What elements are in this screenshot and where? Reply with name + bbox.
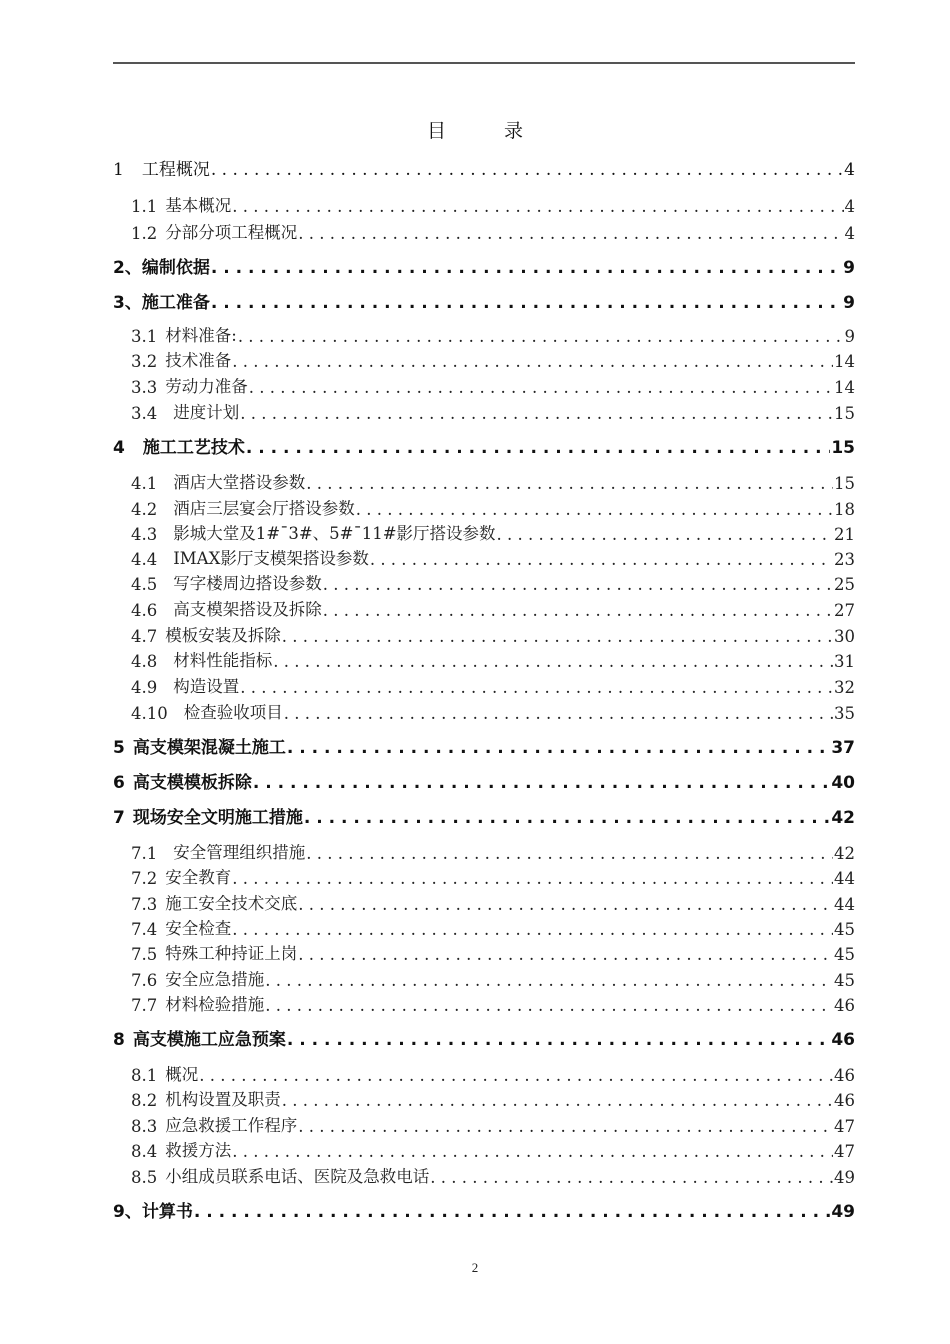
toc-entry-page: 44	[834, 869, 855, 888]
toc-entry-number: 3、	[113, 293, 142, 313]
toc-entry-page: 9	[843, 258, 855, 278]
toc-entry-4-5[interactable]	[113, 570, 855, 594]
dot-leader	[232, 869, 833, 888]
toc-entry-page: 9	[843, 293, 855, 313]
toc-entry-label: 救援方法	[165, 1141, 232, 1160]
toc-entry-7-4[interactable]	[113, 915, 855, 939]
dot-leader	[194, 1202, 830, 1222]
toc-entry-number: 8.2	[131, 1091, 158, 1110]
toc-entry-4-6[interactable]	[113, 596, 855, 620]
toc-entry-1-1[interactable]	[113, 192, 855, 216]
toc-entry-label: 施工工艺技术	[142, 438, 245, 458]
toc-entry-label: 高支模施工应急预案	[132, 1030, 286, 1050]
toc-entry-number: 4.5	[131, 575, 158, 594]
toc-entry-4-9[interactable]	[113, 673, 855, 697]
toc-entry-page: 35	[834, 704, 855, 723]
toc-entry-number: 3.1	[131, 327, 158, 346]
dot-leader	[282, 1091, 833, 1110]
toc-entry-page: 45	[834, 945, 855, 964]
dot-leader	[287, 1030, 830, 1050]
toc-entry-label: 安全检查	[165, 919, 232, 938]
toc-entry-label: 应急救援工作程序	[165, 1116, 298, 1135]
toc-entry-8[interactable]	[113, 1026, 855, 1050]
dot-leader	[298, 945, 833, 964]
toc-entry-4-7[interactable]	[113, 622, 855, 646]
toc-entry-page: 37	[831, 738, 855, 758]
dot-leader	[265, 971, 833, 990]
dot-leader	[249, 378, 833, 397]
toc-entry-8-4[interactable]	[113, 1137, 855, 1161]
toc-entry-number: 6	[113, 773, 125, 793]
toc-entry-page: 27	[834, 601, 855, 620]
toc-entry-page: 49	[834, 1168, 855, 1187]
toc-entry-number: 7	[113, 808, 125, 828]
toc-entry-label: 特殊工种持证上岗	[165, 944, 298, 963]
toc-entry-number: 4	[113, 438, 125, 458]
toc-entry-label: 检查验收项目	[183, 703, 283, 722]
toc-entry-7-3[interactable]	[113, 890, 855, 914]
toc-entry-7-6[interactable]	[113, 966, 855, 990]
header-rule	[113, 62, 855, 64]
toc-entry-4-3[interactable]	[113, 520, 855, 544]
toc-entry-label: 劳动力准备	[165, 377, 248, 396]
toc-entry-label: 机构设置及职责	[165, 1090, 281, 1109]
toc-entry-number: 9、	[113, 1202, 142, 1222]
toc-entry-page: 18	[834, 500, 855, 519]
dot-leader	[304, 808, 830, 828]
toc-entry-label: 安全教育	[165, 868, 232, 887]
toc-entry-5[interactable]	[113, 734, 855, 758]
toc-entry-number: 1	[113, 160, 124, 180]
dot-leader	[232, 920, 833, 939]
toc-entry-page: 32	[834, 678, 855, 697]
dot-leader	[240, 678, 833, 697]
toc-entry-page: 45	[834, 971, 855, 990]
toc-entry-4-2[interactable]	[113, 495, 855, 519]
dot-leader	[298, 895, 833, 914]
toc-entry-7-2[interactable]	[113, 864, 855, 888]
toc-entry-page: 44	[834, 895, 855, 914]
toc-entry-label: 进度计划	[173, 403, 240, 422]
toc-entry-8-3[interactable]	[113, 1112, 855, 1136]
toc-entry-7-1[interactable]	[113, 839, 855, 863]
toc-entry-3-1[interactable]	[113, 322, 855, 346]
dot-leader	[306, 474, 833, 493]
toc-entry-label: 现场安全文明施工措施	[132, 808, 303, 828]
toc-entry-page: 4	[844, 197, 855, 216]
toc-entry-number: 3.2	[131, 352, 158, 371]
toc-entry-label: 高支模架搭设及拆除	[173, 600, 322, 619]
dot-leader	[211, 293, 842, 313]
toc-entry-page: 21	[834, 525, 855, 544]
dot-leader	[273, 652, 833, 671]
toc-entry-label: 模板安装及拆除	[165, 626, 281, 645]
dot-leader	[430, 1168, 833, 1187]
toc-entry-page: 31	[834, 652, 855, 671]
toc-entry-number: 4.9	[131, 678, 158, 697]
toc-entry-page: 46	[831, 1030, 855, 1050]
toc-entry-number: 7.1	[131, 844, 158, 863]
dot-leader	[253, 773, 830, 793]
toc-entry-label: 构造设置	[173, 677, 240, 696]
toc-entry-page: 42	[831, 808, 855, 828]
toc-entry-1-2[interactable]	[113, 219, 855, 243]
toc-entry-1[interactable]	[113, 156, 855, 180]
dot-leader	[287, 738, 830, 758]
toc-entry-number: 4.10	[131, 704, 168, 723]
toc-entry-page: 23	[834, 550, 855, 569]
dot-leader	[265, 996, 833, 1015]
toc-entry-number: 7.7	[131, 996, 158, 1015]
toc-entry-4-4[interactable]	[113, 545, 855, 569]
toc-entry-number: 4.1	[131, 474, 158, 493]
toc-entry-label: 材料准备:	[165, 326, 237, 345]
toc-entry-3[interactable]	[113, 289, 855, 313]
toc-entry-number: 3.3	[131, 378, 158, 397]
page-number: 2	[471, 1260, 479, 1275]
toc-entry-number: 8	[113, 1030, 125, 1050]
toc-entry-number: 7.3	[131, 895, 158, 914]
toc-entry-number: 2、	[113, 258, 142, 278]
dot-leader	[232, 352, 833, 371]
toc-entry-page: 15	[834, 474, 855, 493]
toc-entry-3-3[interactable]	[113, 373, 855, 397]
toc-entry-number: 4.8	[131, 652, 158, 671]
dot-leader	[232, 1142, 833, 1161]
toc-entry-number: 8.4	[131, 1142, 158, 1161]
toc-title	[0, 116, 950, 143]
toc-entry-number: 1.1	[131, 197, 158, 216]
toc-entry-label: 工程概况	[141, 160, 210, 180]
toc-entry-label: 高支模架混凝土施工	[132, 738, 286, 758]
dot-leader	[370, 550, 833, 569]
toc-entry-number: 8.5	[131, 1168, 158, 1187]
toc-entry-number: 3.4	[131, 404, 158, 423]
dot-leader	[211, 258, 842, 278]
toc-title-char-1: 目	[426, 120, 446, 142]
toc-title-char-2: 录	[504, 120, 524, 142]
toc-entry-page: 49	[831, 1202, 855, 1222]
toc-entry-label: IMAX影厅支模架搭设参数	[173, 549, 369, 568]
toc-entry-4-1[interactable]	[113, 469, 855, 493]
toc-entry-label: 技术准备	[165, 351, 232, 370]
toc-entry-label: 概况	[165, 1065, 199, 1084]
toc-entry-9[interactable]	[113, 1198, 855, 1222]
toc-entry-page: 9	[844, 327, 855, 346]
dot-leader	[306, 844, 833, 863]
toc-entry-label: 分部分项工程概况	[165, 223, 298, 242]
toc-entry-number: 4.6	[131, 601, 158, 620]
toc-entry-number: 7.5	[131, 945, 158, 964]
dot-leader	[356, 500, 833, 519]
dot-leader	[282, 627, 833, 646]
toc-entry-number: 7.2	[131, 869, 158, 888]
toc-entry-number: 4.4	[131, 550, 158, 569]
toc-entry-number: 1.2	[131, 224, 158, 243]
toc-entry-8-2[interactable]	[113, 1086, 855, 1110]
toc-entry-page: 4	[844, 160, 855, 180]
toc-entry-page: 46	[834, 1091, 855, 1110]
dot-leader	[284, 704, 833, 723]
toc-entry-8-5[interactable]	[113, 1163, 855, 1187]
toc-entry-label: 小组成员联系电话、医院及急救电话	[165, 1167, 430, 1186]
toc-entry-label: 高支模模板拆除	[132, 773, 252, 793]
toc-entry-label: 安全管理组织措施	[173, 843, 306, 862]
toc-entry-3-2[interactable]	[113, 347, 855, 371]
toc-entry-number: 8.1	[131, 1066, 158, 1085]
toc-entry-page: 46	[834, 996, 855, 1015]
toc-entry-label: 安全应急措施	[165, 970, 265, 989]
toc-entry-number: 7.6	[131, 971, 158, 990]
toc-entry-page: 4	[844, 224, 855, 243]
toc-entry-label: 施工准备	[141, 293, 210, 313]
toc-entry-label: 酒店大堂搭设参数	[173, 473, 306, 492]
toc-entry-number: 7.4	[131, 920, 158, 939]
toc-entry-label: 材料检验措施	[165, 995, 265, 1014]
dot-leader	[246, 438, 830, 458]
toc-entry-number: 4.3	[131, 525, 158, 544]
toc-entry-page: 25	[834, 575, 855, 594]
toc-entry-2[interactable]	[113, 254, 855, 278]
toc-entry-label: 计算书	[141, 1202, 193, 1222]
toc-entry-page: 46	[834, 1066, 855, 1085]
dot-leader	[199, 1066, 833, 1085]
toc-entry-page: 14	[834, 378, 855, 397]
toc-entry-label: 基本概况	[165, 196, 232, 215]
toc-entry-label: 写字楼周边搭设参数	[173, 574, 322, 593]
toc-entry-8-1[interactable]	[113, 1061, 855, 1085]
dot-leader	[298, 224, 843, 243]
toc-entry-page: 14	[834, 352, 855, 371]
toc-entry-7-5[interactable]	[113, 940, 855, 964]
dot-leader	[240, 404, 833, 423]
toc-entry-4[interactable]	[113, 434, 855, 458]
toc-entry-3-4[interactable]	[113, 399, 855, 423]
dot-leader	[238, 327, 844, 346]
toc-entry-page: 15	[831, 438, 855, 458]
toc-entry-6[interactable]	[113, 769, 855, 793]
toc-entry-4-10[interactable]	[113, 699, 855, 723]
toc-entry-label: 编制依据	[141, 258, 210, 278]
toc-entry-number: 8.3	[131, 1117, 158, 1136]
toc-entry-page: 40	[831, 773, 855, 793]
dot-leader	[323, 601, 833, 620]
dot-leader	[211, 160, 843, 180]
toc-entry-page: 45	[834, 920, 855, 939]
dot-leader	[232, 197, 843, 216]
toc-entry-label: 酒店三层宴会厅搭设参数	[173, 499, 355, 518]
dot-leader	[298, 1117, 833, 1136]
toc-entry-page: 15	[834, 404, 855, 423]
toc-entry-label: 施工安全技术交底	[165, 894, 298, 913]
toc-entry-label: 材料性能指标	[173, 651, 273, 670]
toc-entry-7-7[interactable]	[113, 991, 855, 1015]
dot-leader	[497, 525, 833, 544]
toc-entry-page: 47	[834, 1142, 855, 1161]
toc-entry-page: 47	[834, 1117, 855, 1136]
toc-entry-4-8[interactable]	[113, 647, 855, 671]
toc-entry-page: 30	[834, 627, 855, 646]
toc-entry-number: 5	[113, 738, 125, 758]
toc-entry-7[interactable]	[113, 804, 855, 828]
toc-entry-label: 影城大堂及1#¯3#、5#¯11#影厅搭设参数	[173, 524, 496, 543]
toc-entry-page: 42	[834, 844, 855, 863]
toc-entry-number: 4.2	[131, 500, 158, 519]
toc-entry-number: 4.7	[131, 627, 158, 646]
dot-leader	[323, 575, 833, 594]
